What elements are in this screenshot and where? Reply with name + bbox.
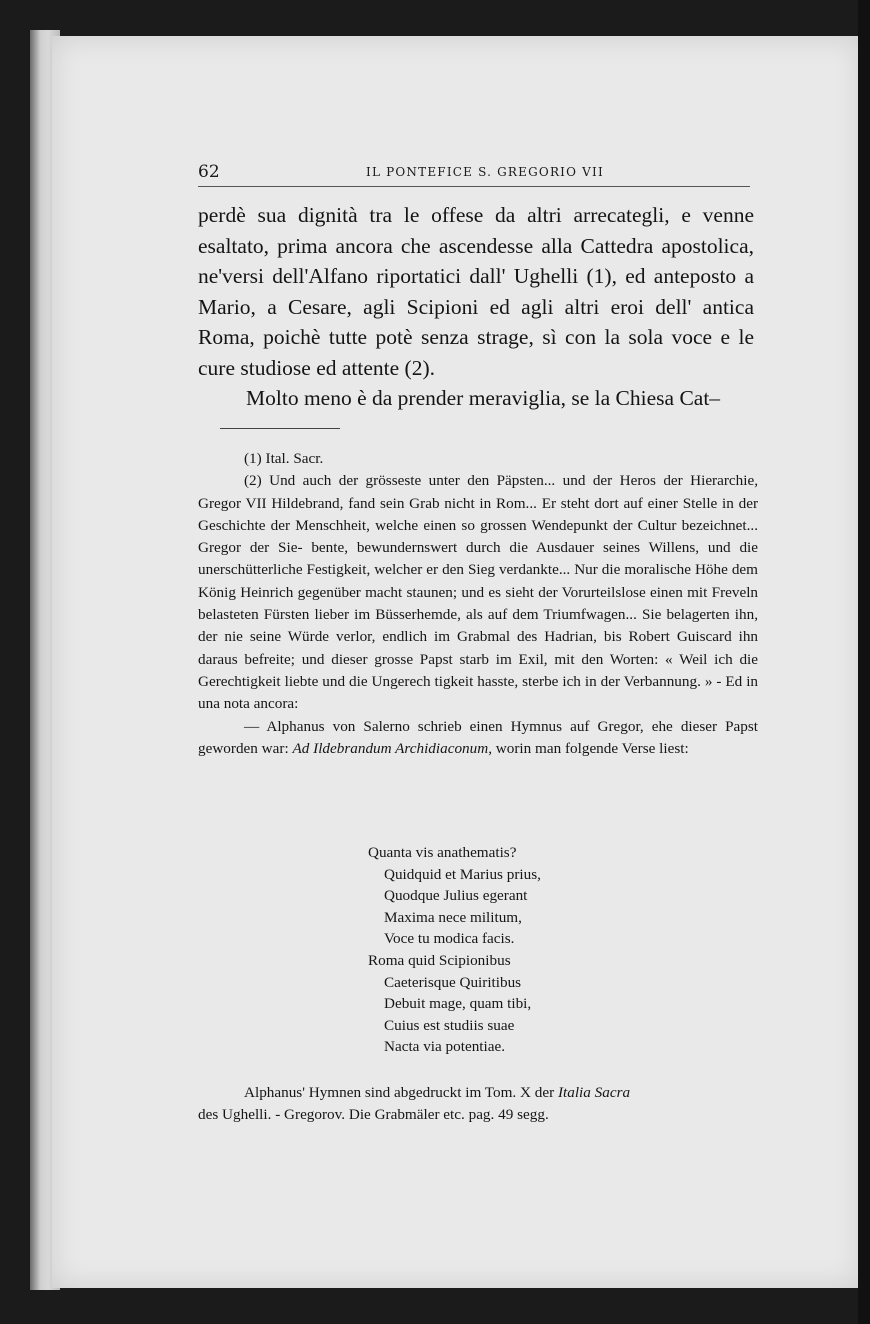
footnote-line: — Alphanus von Salerno schrieb einen Hymnus auf Gregor, ehe	[244, 717, 673, 735]
footnote-line: nie seine Würde verlor, endlich im Grabmal des Hadrian, bis Robert	[224, 628, 670, 646]
footnote-line: bente, bewundernswert durch die Ausdauer seines Willens, und die	[311, 539, 759, 557]
verse-line: Quanta vis anathematis?	[368, 844, 517, 861]
main-text	[198, 200, 754, 414]
running-head	[198, 162, 750, 187]
text-line: esaltato, prima ancora che ascendesse alla Cattedra apostolica,	[198, 233, 754, 258]
footnote-line: , worin	[488, 739, 532, 757]
italia-sacra-title: Italia Sacra	[557, 1084, 631, 1101]
footnote-line: im Büsserhemde, als auf dem Triumfwagen... Sie belagerten ihn, der	[198, 606, 759, 646]
footnote-line: einen so grossen Wendepunkt der Cultur bezeichnet... Gregor der Sie-	[198, 516, 758, 557]
footnote-line: man folgende Verse liest:	[535, 739, 689, 757]
footnote-1: (1) Ital. Sacr.	[244, 450, 324, 467]
text-line: a Mario, a Cesare, agli Scipioni ed agli altri eroi dell' antica	[198, 264, 755, 319]
verse-line: Maxima nece militum,	[384, 908, 522, 926]
text-line: perdè sua dignità tra le offese da altri arrecategli, e venne	[198, 203, 754, 227]
scan-right-shadow	[858, 0, 870, 1324]
paragraph-2: Molto meno è da prender meraviglia, se la Chiesa Cat–	[246, 386, 721, 410]
footnote-line: tigkeit hasste, sterbe ich in der Verbannung. » - Ed in una nota ancora:	[198, 672, 759, 713]
paragraph-1	[198, 200, 754, 383]
hymn-title: Ad Ildebrandum Archidiaconum	[292, 739, 489, 757]
verse-line: Caeterisque Quiritibus	[384, 973, 522, 991]
footnote-separator	[220, 428, 340, 429]
verse-line: Quidquid et Marius prius,	[384, 865, 541, 883]
footnote-line: der Hierarchie, Gregor VII Hildebrand, fand sein Grab nicht in Rom...	[198, 472, 759, 512]
footnote-2-continuation	[198, 716, 758, 761]
verse-line: Nacta via potentiae.	[384, 1038, 506, 1056]
running-title: IL PONTEFICE S. GREGORIO VII	[366, 165, 604, 179]
verse-line: Roma quid Scipionibus	[368, 951, 511, 969]
closing-text: Alphanus' Hymnen sind abgedruckt im Tom. X der	[244, 1084, 558, 1101]
text-line: ne'versi dell'Alfano riportatici dall' Ughelli (1), ed anteposto	[198, 264, 737, 288]
footnote-line: unerschütterliche Festigkeit, welcher er den Sieg verdankte... Nur die	[198, 561, 621, 579]
text-line: le cure studiose ed attente (2).	[198, 325, 755, 380]
footnote-line: Er steht dort auf einer Stelle in der Geschichte der Menschheit, welche	[198, 494, 759, 534]
footnote-2	[198, 470, 758, 715]
footnote-line: Guiscard ihn daraus befreite; und dieser grosse Papst starb im Exil,	[198, 628, 759, 668]
footnote-line: dieser Papst geworden war:	[198, 717, 759, 757]
closing-line: des Ughelli. - Gregorov. Die Grabmäler etc. pag. 49 segg.	[198, 1106, 549, 1124]
footnote-line: moralische Höhe dem König Heinrich gegenüber macht staunen; und	[198, 561, 758, 601]
footnotes	[198, 448, 758, 760]
footnote-line: (2) Und auch der grösseste unter den Päpsten... und der Heros	[244, 472, 656, 490]
verse-line: Voce tu modica facis.	[384, 930, 515, 948]
verse-line: Cuius est studiis suae	[384, 1016, 515, 1034]
latin-verse	[368, 842, 668, 1058]
footnote-line: mit den Worten: « Weil ich die Gerechtigkeit liebte und die Ungerech	[198, 650, 758, 690]
closing-note	[198, 1082, 758, 1127]
verse-line: Quodque Julius egerant	[384, 887, 528, 905]
text-line: Roma, poichè tutte potè senza strage, sì con la sola voce e	[198, 325, 731, 349]
page-number: 62	[198, 162, 220, 182]
footnote-line: es sieht der Vorurteilslose einen mit Freveln belasteten Fürsten lieber	[198, 583, 759, 624]
closing-line	[198, 1082, 758, 1104]
verse-line: Debuit mage, quam tibi,	[384, 995, 532, 1013]
